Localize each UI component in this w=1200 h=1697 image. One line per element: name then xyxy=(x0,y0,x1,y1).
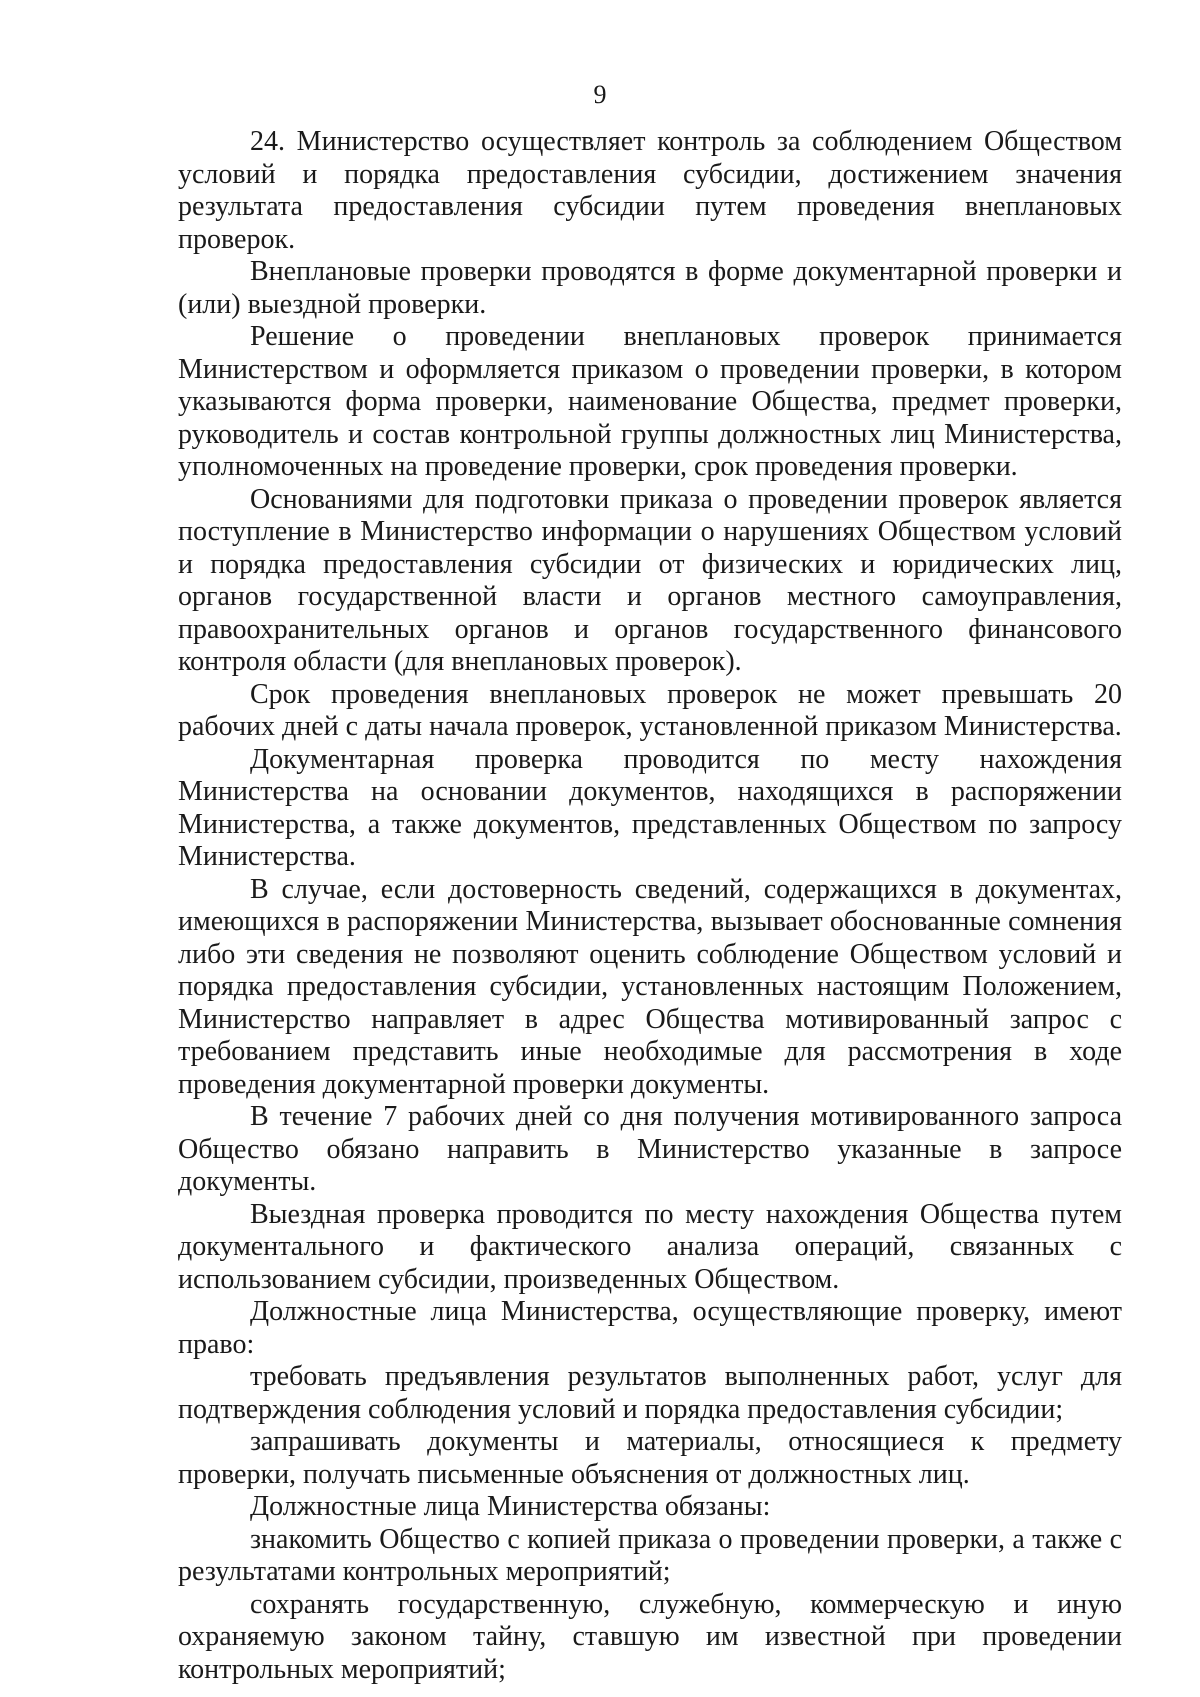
page-number: 9 xyxy=(593,80,607,109)
paragraph-10: Должностные лица Министерства, осуществляющие проверку, имеют право: xyxy=(178,1296,1122,1360)
paragraph-3: Решение о проведении внеплановых проверок принимается Министерством и оформляется приказом о проведении проверки, в котором указываются форма проверки, наименование Общества, предмет проверки, руководитель и состав контрольной группы должностных лиц Министерства, уполномоченных на проведение проверки, срок проведения проверки. xyxy=(178,321,1122,482)
paragraph-13: Должностные лица Министерства обязаны: xyxy=(250,1491,771,1522)
paragraph-4: Основаниями для подготовки приказа о проведении проверок является поступление в Министерство информации о нарушениях Обществом условий и порядка предоставления субсидии от физических и юридических лиц, органов государственной власти и органов местного самоуправления, правоохранительных органов и органов государственного финансового контроля области (для внеплановых проверок). xyxy=(178,483,1122,677)
paragraph-6: Документарная проверка проводится по месту нахождения Министерства на основании документов, находящихся в распоряжении Министерства, а также документов, представленных Обществом по запросу Министерства. xyxy=(178,743,1122,872)
paragraph-1: 24. Министерство осуществляет контроль за соблюдением Обществом условий и порядка предоставления субсидии, достижением значения результата предоставления субсидии путем проведения внеплановых проверок. xyxy=(178,126,1122,255)
paragraph-9: Выездная проверка проводится по месту нахождения Общества путем документального и фактического анализа операций, связанных с использованием субсидии, произведенных Обществом. xyxy=(178,1198,1122,1295)
paragraph-12: запрашивать документы и материалы, относящиеся к предмету проверки, получать письменные объяснения от должностных лиц. xyxy=(178,1426,1122,1490)
paragraph-8: В течение 7 рабочих дней со дня получения мотивированного запроса Общество обязано направить в Министерство указанные в запросе документы. xyxy=(178,1101,1122,1197)
document-body xyxy=(178,126,1122,1686)
paragraph-2: Внеплановые проверки проводятся в форме документарной проверки и (или) выездной проверки. xyxy=(178,256,1122,320)
paragraph-5: Срок проведения внеплановых проверок не может превышать 20 рабочих дней с даты начала проверок, установленной приказом Министерства. xyxy=(178,678,1122,742)
paragraph-11: требовать предъявления результатов выполненных работ, услуг для подтверждения соблюдения условий и порядка предоставления субсидии; xyxy=(178,1361,1122,1425)
paragraph-14: знакомить Общество с копией приказа о проведении проверки, а также с результатами контрольных мероприятий; xyxy=(178,1523,1122,1587)
paragraph-15: сохранять государственную, служебную, коммерческую и иную охраняемую законом тайну, ставшую им известной при проведении контрольных мероприятий; xyxy=(178,1588,1122,1685)
paragraph-7: В случае, если достоверность сведений, содержащихся в документах, имеющихся в распоряжении Министерства, вызывает обоснованные сомнения либо эти сведения не позволяют оценить соблюдение Обществом условий и порядка предоставления субсидии, установленных настоящим Положением, Министерство направляет в адрес Общества мотивированный запрос с требованием представить иные необходимые для рассмотрения в ходе проведения документарной проверки документы. xyxy=(178,873,1122,1100)
